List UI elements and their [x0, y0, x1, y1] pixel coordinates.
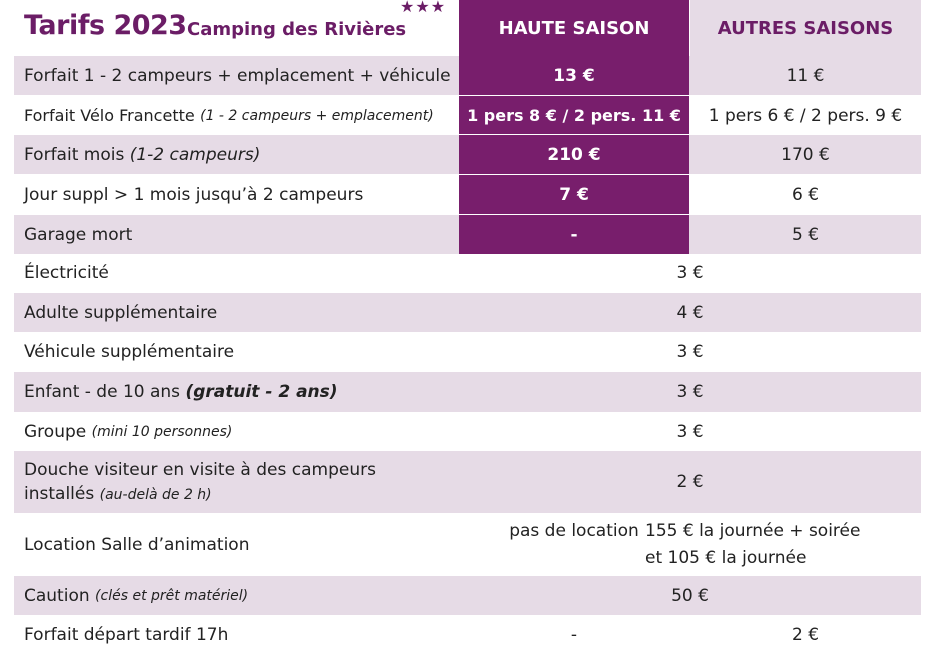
- price-haute-saison: pas de location: [509, 521, 639, 541]
- row-note: (clés et prêt matériel): [95, 587, 249, 604]
- table-row: [14, 174, 921, 215]
- price-haute-saison: 210 €: [459, 135, 689, 175]
- row-label: Forfait 1 - 2 campeurs + emplacement + véhicule: [24, 65, 451, 86]
- row-label: Électricité: [24, 263, 109, 283]
- table-row: [14, 615, 921, 655]
- row-label: Caution: [24, 585, 90, 606]
- price-haute-saison: 7 €: [459, 175, 689, 215]
- row-label-line1: Douche visiteur en visite à des campeurs: [24, 459, 376, 480]
- price-all-seasons: 2 €: [676, 472, 704, 492]
- price-autres-line2: et 105 € la journée: [645, 547, 807, 568]
- row-label: Enfant - de 10 ans: [24, 382, 181, 402]
- row-label: Forfait mois: [24, 145, 125, 165]
- row-note: (1 - 2 campeurs + emplacement): [200, 107, 434, 124]
- table-row: [14, 293, 921, 332]
- row-label: Jour suppl > 1 mois jusqu’à 2 campeurs: [24, 185, 364, 205]
- column-header-haute-saison: HAUTE SAISON: [459, 0, 689, 56]
- stars-rating: ★★★: [400, 0, 447, 16]
- row-label-wrap: [24, 412, 464, 451]
- row-note: (mini 10 personnes): [91, 423, 233, 440]
- table-row: [14, 372, 921, 412]
- row-note: (1-2 campeurs): [129, 145, 261, 165]
- price-autres-saisons: 11 €: [786, 65, 825, 86]
- price-all-seasons: 3 €: [676, 342, 704, 362]
- table-row: [14, 214, 921, 254]
- table-row: [14, 412, 921, 451]
- row-label: Véhicule supplémentaire: [24, 342, 235, 362]
- row-label-wrap: [24, 372, 464, 412]
- row-label: Forfait départ tardif 17h: [24, 625, 229, 645]
- row-note: (gratuit - 2 ans): [185, 382, 338, 402]
- row-label: Adulte supplémentaire: [24, 302, 218, 323]
- price-all-seasons: 3 €: [676, 421, 704, 442]
- price-haute-saison: 13 €: [459, 56, 689, 95]
- price-autres-saisons: 2 €: [791, 625, 820, 645]
- price-autres-saisons: 1 pers 6 € / 2 pers. 9 €: [708, 105, 903, 126]
- page-subtitle: Camping des Rivières: [187, 19, 407, 40]
- row-label-line2: installés: [24, 483, 95, 504]
- price-all-seasons: 3 €: [676, 263, 704, 283]
- price-haute-saison: 1 pers 8 € / 2 pers. 11 €: [459, 96, 689, 135]
- row-label-wrap: [24, 451, 464, 513]
- price-all-seasons: 4 €: [676, 302, 704, 323]
- table-row: [14, 56, 921, 95]
- price-haute-saison: -: [570, 625, 578, 645]
- table-row: [14, 576, 921, 615]
- row-label: Forfait Vélo Francette: [24, 106, 195, 125]
- price-autres-saisons: 5 €: [791, 224, 820, 245]
- price-haute-saison: -: [459, 215, 689, 254]
- table-row: [14, 95, 921, 135]
- price-autres-saisons: 6 €: [791, 185, 820, 205]
- table-row: [14, 332, 921, 372]
- table-row: [14, 134, 921, 175]
- row-label: Location Salle d’animation: [24, 534, 250, 555]
- column-header-autres-saisons: AUTRES SAISONS: [690, 0, 921, 56]
- row-label-wrap: [24, 135, 464, 175]
- row-label: Garage mort: [24, 224, 133, 245]
- row-note: (au-delà de 2 h): [99, 486, 212, 503]
- table-row: [14, 253, 921, 293]
- row-label: Groupe: [24, 421, 87, 442]
- price-all-seasons: 3 €: [676, 382, 704, 402]
- page-title: Tarifs 2023: [24, 10, 187, 41]
- row-label-wrap: [24, 576, 464, 615]
- table-row: [14, 513, 921, 576]
- price-autres-saisons: 170 €: [781, 145, 830, 165]
- price-all-seasons: 50 €: [671, 585, 709, 606]
- table-row: [14, 451, 921, 513]
- price-autres-saisons-wrap: [645, 513, 921, 576]
- row-label-wrap: [24, 96, 464, 135]
- price-autres-line1: 155 € la journée + soirée: [645, 520, 861, 541]
